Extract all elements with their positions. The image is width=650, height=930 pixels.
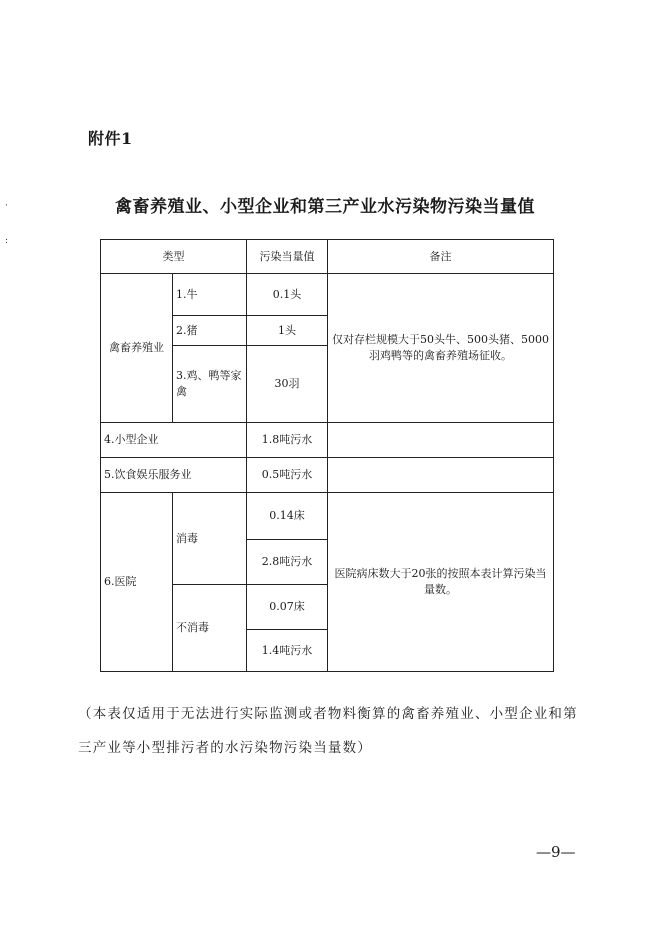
hospital-remark: 医院病床数大于20张的按照本表计算污染当量数。 [328,493,554,672]
attachment-label: 附件1 [88,129,133,148]
hospital-no-disinfect-value-bed: 0.07床 [247,585,328,630]
table-row [101,274,554,316]
small-enterprise-remark [328,423,554,458]
hospital-disinfect-value-bed: 0.14床 [247,493,328,540]
hospital-no-disinfect-label: 不消毒 [173,585,247,672]
table-header-row [101,240,554,274]
catering-item: 5.饮食娱乐服务业 [101,458,247,493]
catering-remark [328,458,554,493]
hospital-no-disinfect-value-water: 1.4吨污水 [247,630,328,672]
livestock-item-cattle: 1.牛 [173,274,247,316]
table-row [101,423,554,458]
small-enterprise-value: 1.8吨污水 [247,423,328,458]
livestock-remark: 仅对存栏规模大于50头牛、500头猪、5000羽鸡鸭等的禽畜养殖场征收。 [328,274,554,423]
livestock-value-poultry: 30羽 [247,346,328,423]
catering-value: 0.5吨污水 [247,458,328,493]
margin-mark: : [5,236,9,246]
table-row [101,458,554,493]
livestock-item-pig: 2.猪 [173,316,247,346]
header-value: 污染当量值 [247,240,328,274]
table-footnote: （本表仅适用于无法进行实际监测或者物料衡算的禽畜养殖业、小型企业和第三产业等小型排污者的水污染物污染当量数） [78,706,578,756]
pollution-equivalent-table [100,239,554,672]
document-title: 禽畜养殖业、小型企业和第三产业水污染物污染当量值 [115,197,535,217]
hospital-disinfect-label: 消毒 [173,493,247,585]
header-type: 类型 [101,240,247,274]
livestock-value-pig: 1头 [247,316,328,346]
livestock-category: 禽畜养殖业 [101,274,173,423]
small-enterprise-item: 4.小型企业 [101,423,247,458]
header-remark: 备注 [328,240,554,274]
livestock-item-poultry: 3.鸡、鸭等家禽 [173,346,247,423]
hospital-disinfect-value-water: 2.8吨污水 [247,540,328,585]
hospital-category: 6.医院 [101,493,173,672]
page-number: —9— [536,843,576,861]
table-row [101,493,554,540]
livestock-value-cattle: 0.1头 [247,274,328,316]
margin-mark: · [5,201,8,211]
